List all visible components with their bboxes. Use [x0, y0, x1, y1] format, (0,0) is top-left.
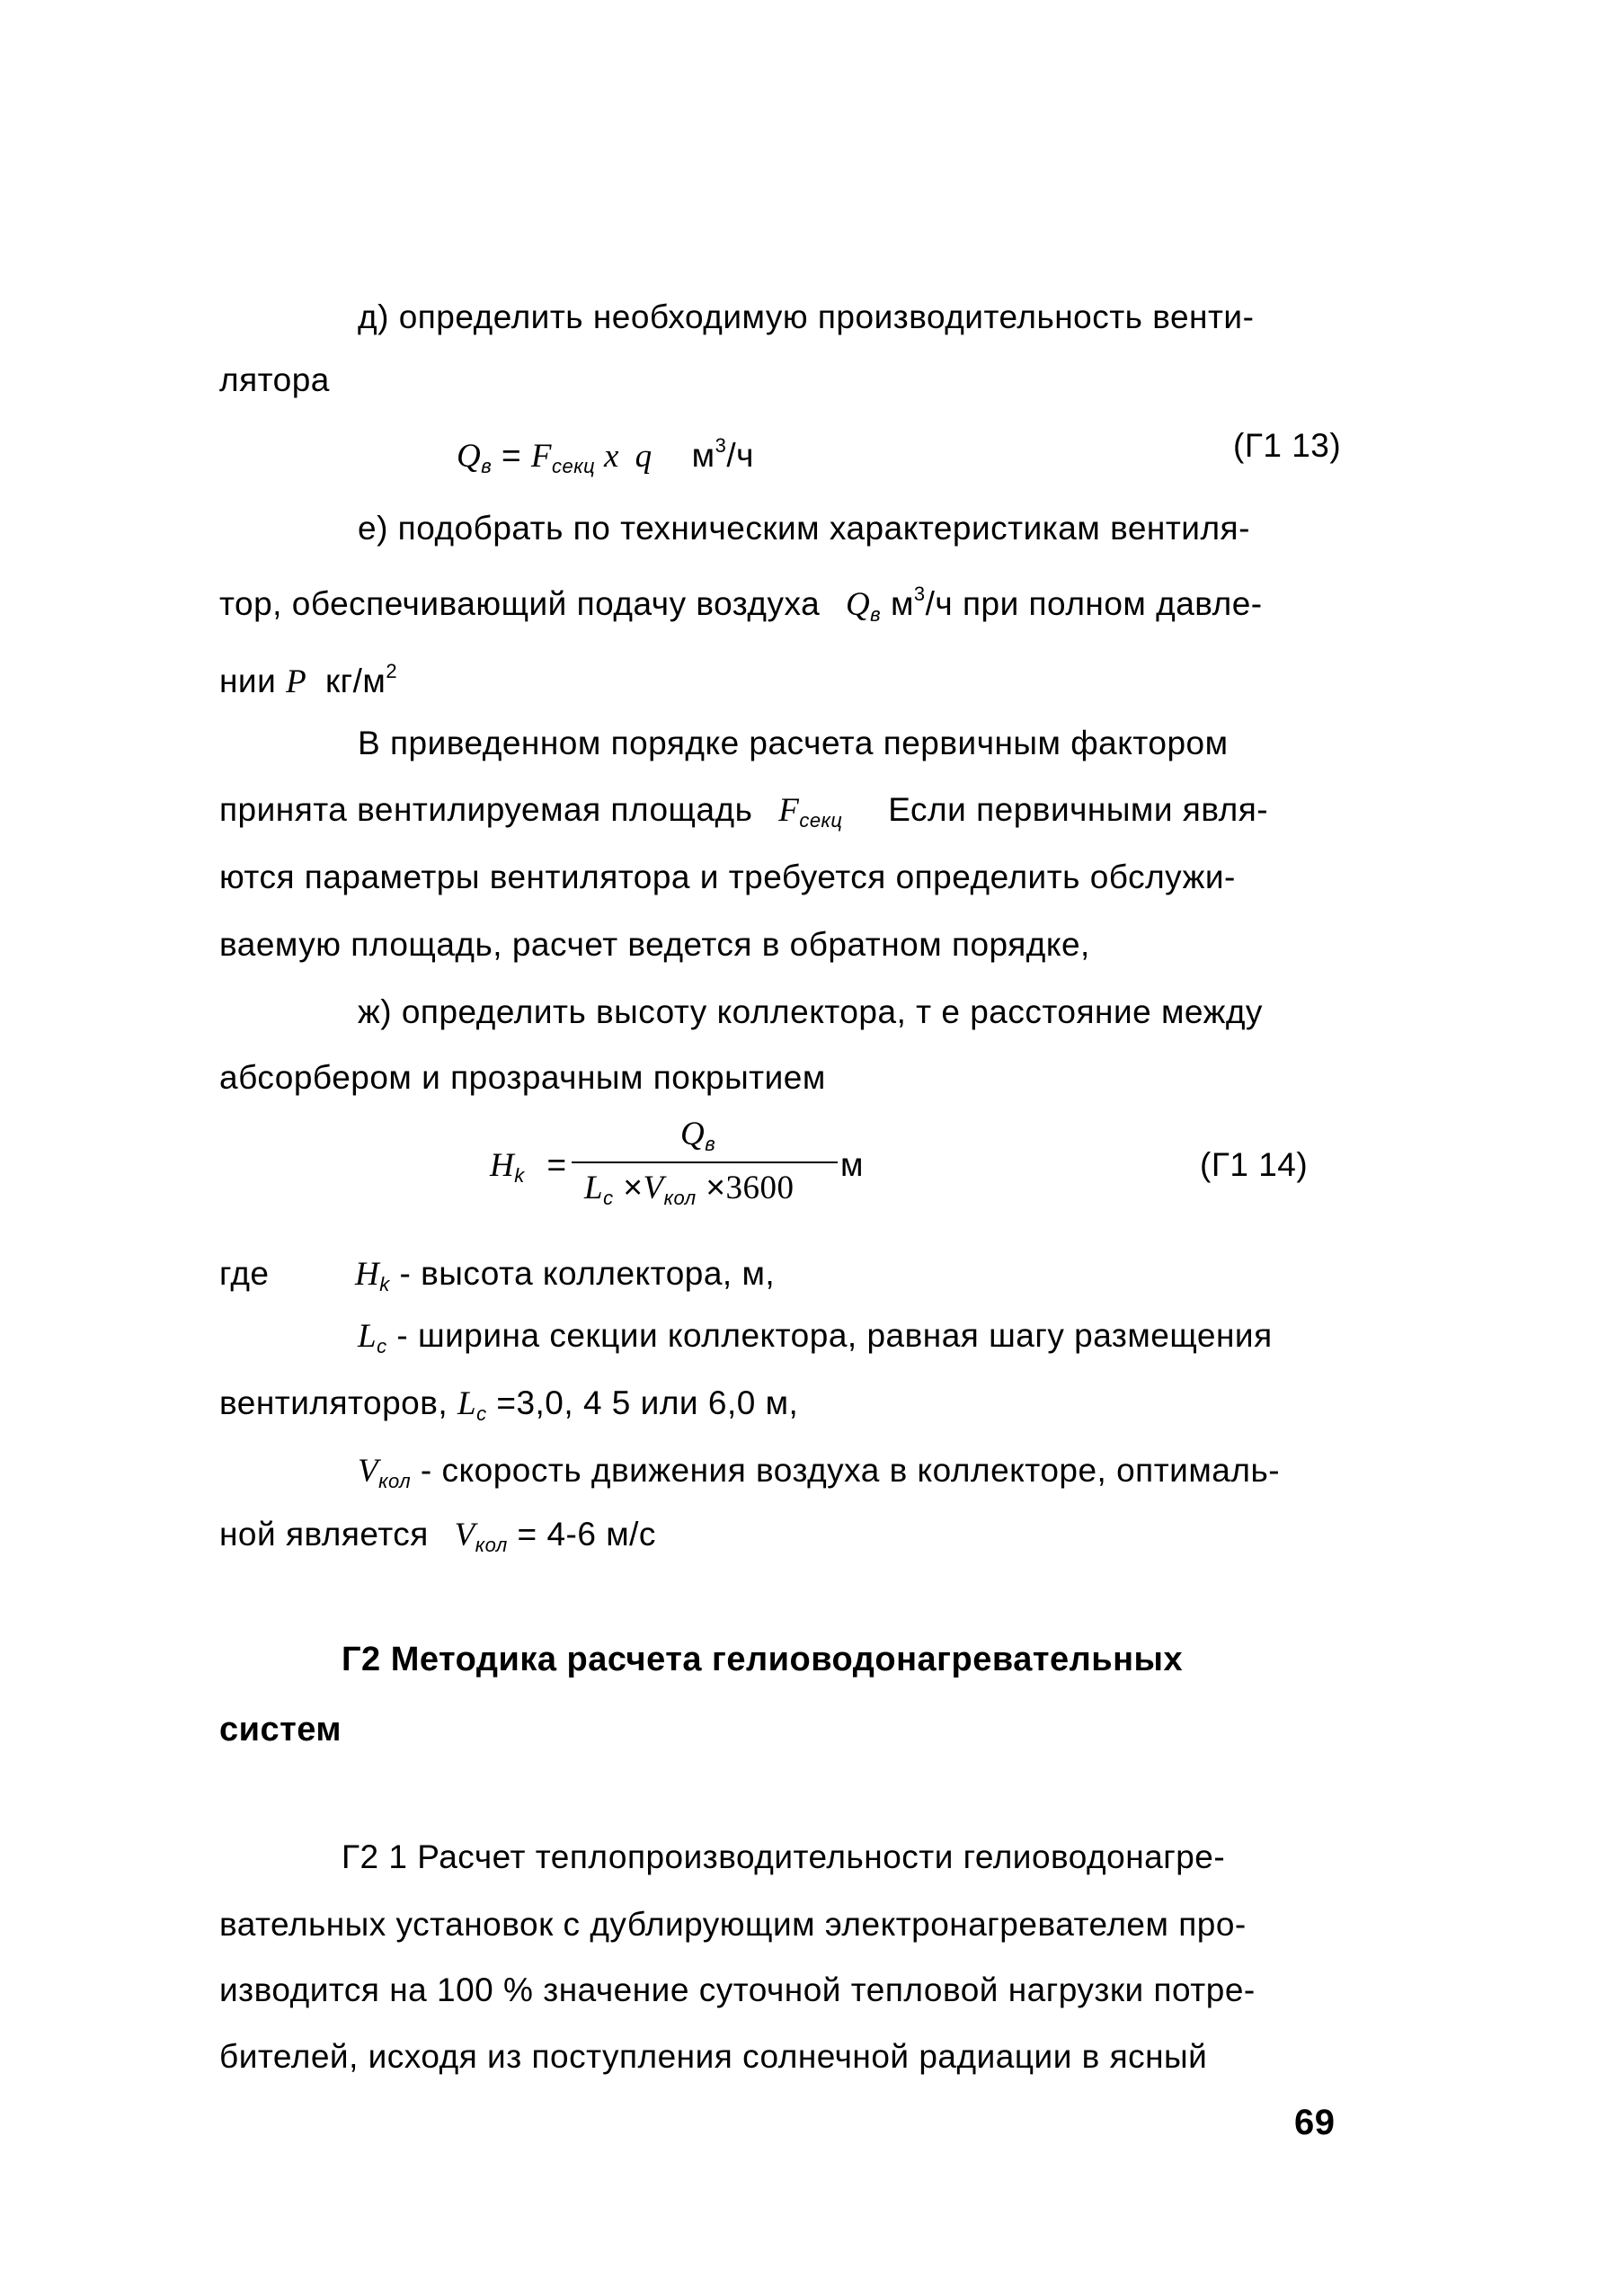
formula-13-eq: = [492, 437, 531, 474]
formula-14-h-sub: k [514, 1164, 525, 1187]
para-order-f: F [778, 792, 800, 829]
where-v-line2-a: ной является [219, 1516, 429, 1553]
formula-13-f: F [530, 438, 552, 475]
formula-13-f-sub: секц [552, 455, 596, 477]
item-zh-line2: абсорбером и прозрачным покрытием [219, 1059, 826, 1096]
formula-14-eq: = [546, 1146, 567, 1183]
formula-14-den-x1: × [623, 1169, 644, 1206]
where-v-text: - скорость движения воздуха в коллекторе, оптималь- [411, 1452, 1281, 1489]
formula-13-q-small: q [635, 438, 653, 475]
formula-13-x: x [595, 438, 628, 475]
para-g21-line2: вательных установок с дублирующим электронагревателем про- [219, 1906, 1247, 1943]
formula-14-unit: м [840, 1146, 864, 1183]
where-label: где [219, 1255, 270, 1292]
where-lc-line2-b: =3,0, 4 5 или 6,0 м, [486, 1384, 799, 1421]
para-order-f-sub: секц [799, 809, 843, 832]
formula-14-num-sub: в [705, 1133, 716, 1155]
formula-14-den-v: V [643, 1170, 664, 1206]
where-lc-text: - ширина секции коллектора, равная шагу размещения [386, 1317, 1273, 1354]
formula-14-den-l: L [584, 1170, 604, 1206]
formula-13-unit-tail: /ч [726, 437, 754, 474]
formula-14-num-q: Q [680, 1116, 706, 1152]
where-hk-text: - высота коллектора, м, [389, 1255, 776, 1292]
where-v-symbol: V [358, 1453, 379, 1490]
where-v-line2 [219, 1516, 656, 1564]
item-zh-line1: ж) определить высоту коллектора, т е расстояние между [358, 993, 1263, 1030]
item-e-line1: е) подобрать по техническим характеристикам вентиля- [358, 510, 1250, 547]
item-e-p: P [286, 663, 307, 700]
formula-14-denominator [584, 1169, 795, 1217]
item-e-unit: м [890, 585, 914, 622]
where-hk-sub: k [379, 1273, 390, 1295]
para-order-line2-b: Если первичными явля- [888, 791, 1269, 828]
page-number: 69 [1294, 2103, 1336, 2142]
item-e-line3-a: нии [219, 663, 277, 699]
para-order-line3: ются параметры вентилятора и требуется определить обслужи- [219, 859, 1236, 895]
where-lc-line2-l: L [457, 1385, 477, 1422]
para-order-line1: В приведенном порядке расчета первичным фактором [358, 725, 1229, 761]
para-g21-line3: изводится на 100 % значение суточной тепловой нагрузки потре- [219, 1971, 1256, 2008]
formula-13 [457, 427, 754, 485]
formula-13-number: (Г1 13) [1233, 427, 1342, 464]
where-hk [355, 1255, 775, 1304]
where-hk-symbol: H [355, 1256, 380, 1293]
formula-14-den-v-sub: кол [663, 1187, 697, 1209]
where-v-sub: кол [378, 1470, 412, 1492]
where-lc-line2-sub: c [476, 1402, 487, 1425]
formula-13-unit-sup: 3 [715, 434, 727, 457]
formula-13-q-sub: в [481, 455, 493, 477]
where-lc-line2 [219, 1384, 798, 1433]
where-lc-symbol: L [358, 1318, 377, 1355]
where-lc-sub: c [377, 1335, 387, 1357]
where-v-line2-b: = 4-6 м/с [507, 1516, 656, 1553]
para-g21-line4: бителей, исходя из поступления солнечной радиации в ясный [219, 2038, 1208, 2075]
item-e-q: Q [845, 586, 871, 623]
formula-13-unit: м [691, 437, 715, 474]
para-order-line4: ваемую площадь, расчет ведется в обратном порядке, [219, 926, 1090, 963]
formula-14-lhs [490, 1146, 567, 1195]
formula-14-number: (Г1 14) [1200, 1146, 1309, 1183]
formula-14-den-n: 3600 [725, 1170, 795, 1206]
formula-14-h: H [490, 1147, 515, 1184]
para-g21-line1: Г2 1 Расчет теплопроизводительности гелиоводонагре- [342, 1838, 1226, 1875]
item-e-q-sub: в [870, 603, 882, 626]
formula-13-q: Q [457, 438, 482, 475]
where-v [358, 1452, 1280, 1500]
item-d-line1: д) определить необходимую производительность венти- [358, 298, 1255, 335]
item-e-kg: кг/м [324, 663, 386, 699]
formula-14-numerator [680, 1115, 715, 1163]
item-e-line2-a: тор, обеспечивающий подачу воздуха [219, 585, 821, 622]
section-heading-line1: Г2 Методика расчета гелиоводонагревательных [342, 1641, 1184, 1678]
formula-14-den-x2: × [706, 1169, 726, 1206]
para-order-line2-a: принята вентилируемая площадь [219, 791, 753, 828]
item-e-line3 [219, 653, 397, 701]
formula-14-den-l-sub: c [603, 1187, 614, 1209]
para-order-line2 [219, 791, 1268, 840]
item-e-unit-sup: 3 [913, 583, 926, 605]
where-lc [358, 1317, 1273, 1366]
item-d-line2: лятора [219, 361, 330, 398]
where-v-line2-v: V [454, 1517, 475, 1553]
item-e-kg-sup: 2 [386, 660, 398, 682]
section-heading-line2: систем [219, 1711, 342, 1749]
where-lc-line2-a: вентиляторов, [219, 1384, 448, 1421]
item-e-line2 [219, 575, 1263, 634]
formula-14-fraction-line [572, 1161, 838, 1163]
where-v-line2-sub: кол [475, 1534, 508, 1556]
item-e-line2-b: /ч при полном давле- [925, 585, 1263, 622]
